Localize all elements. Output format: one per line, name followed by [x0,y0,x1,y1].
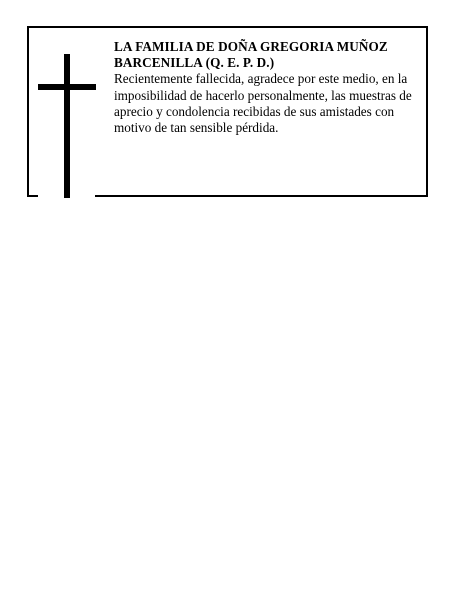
cross-vertical-bar [64,54,70,198]
notice-heading: LA FAMILIA DE DOÑA GREGORIA MUÑOZ BARCENILLA (Q. E. P. D.) [114,39,388,71]
cross-horizontal-bar [38,84,96,90]
notice-text-block [114,39,424,136]
notice-body: Recientemente fallecida, agradece por este medio, en la imposibilidad de hacerlo personalmente, las muestras de aprecio y condolencia recibidas de sus amistades con motivo de tan sensible pérdida. [114,71,412,136]
